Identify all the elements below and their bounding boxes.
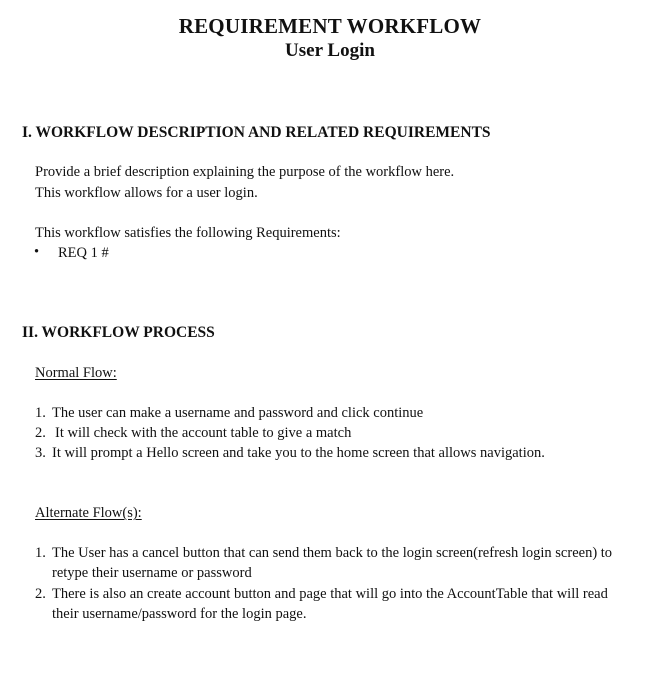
list-item-text: The User has a cancel button that can send them back to the login screen(refresh login screen) to retype their username or password xyxy=(52,545,613,581)
list-number: 1. xyxy=(35,545,46,561)
normal-flow-item-2 xyxy=(35,423,635,443)
alternate-flow-item-1 xyxy=(35,543,635,583)
normal-flow-item-3 xyxy=(35,443,635,463)
list-number: 3. xyxy=(35,445,46,461)
alternate-flow-item-2 xyxy=(35,584,635,624)
document-subtitle: User Login xyxy=(285,40,375,61)
requirement-item: REQ 1 # xyxy=(58,245,109,261)
list-item-text: There is also an create account button and page that will go into the AccountTable that will read their username/password for the login page. xyxy=(52,586,608,622)
list-number: 2. xyxy=(35,586,46,602)
alternate-flow-label: Alternate Flow(s): xyxy=(35,505,142,521)
normal-flow-item-1 xyxy=(35,403,635,423)
list-item-text: The user can make a username and password and click continue xyxy=(52,405,424,421)
section-heading-description: I. WORKFLOW DESCRIPTION AND RELATED REQUIREMENTS xyxy=(22,124,491,141)
normal-flow-label: Normal Flow: xyxy=(35,365,117,381)
description-line-1: Provide a brief description explaining the purpose of the workflow here. xyxy=(35,164,455,180)
requirements-intro: This workflow satisfies the following Requirements: xyxy=(35,225,341,241)
document-title: REQUIREMENT WORKFLOW xyxy=(178,14,482,38)
list-number: 2. xyxy=(35,425,46,441)
list-item-text: It will check with the account table to give a match xyxy=(55,425,352,441)
bullet-icon: • xyxy=(34,244,40,260)
section-heading-process: II. WORKFLOW PROCESS xyxy=(22,324,215,341)
description-line-2: This workflow allows for a user login. xyxy=(35,185,258,201)
list-item-text: It will prompt a Hello screen and take you to the home screen that allows navigation. xyxy=(52,445,545,461)
list-number: 1. xyxy=(35,405,46,421)
